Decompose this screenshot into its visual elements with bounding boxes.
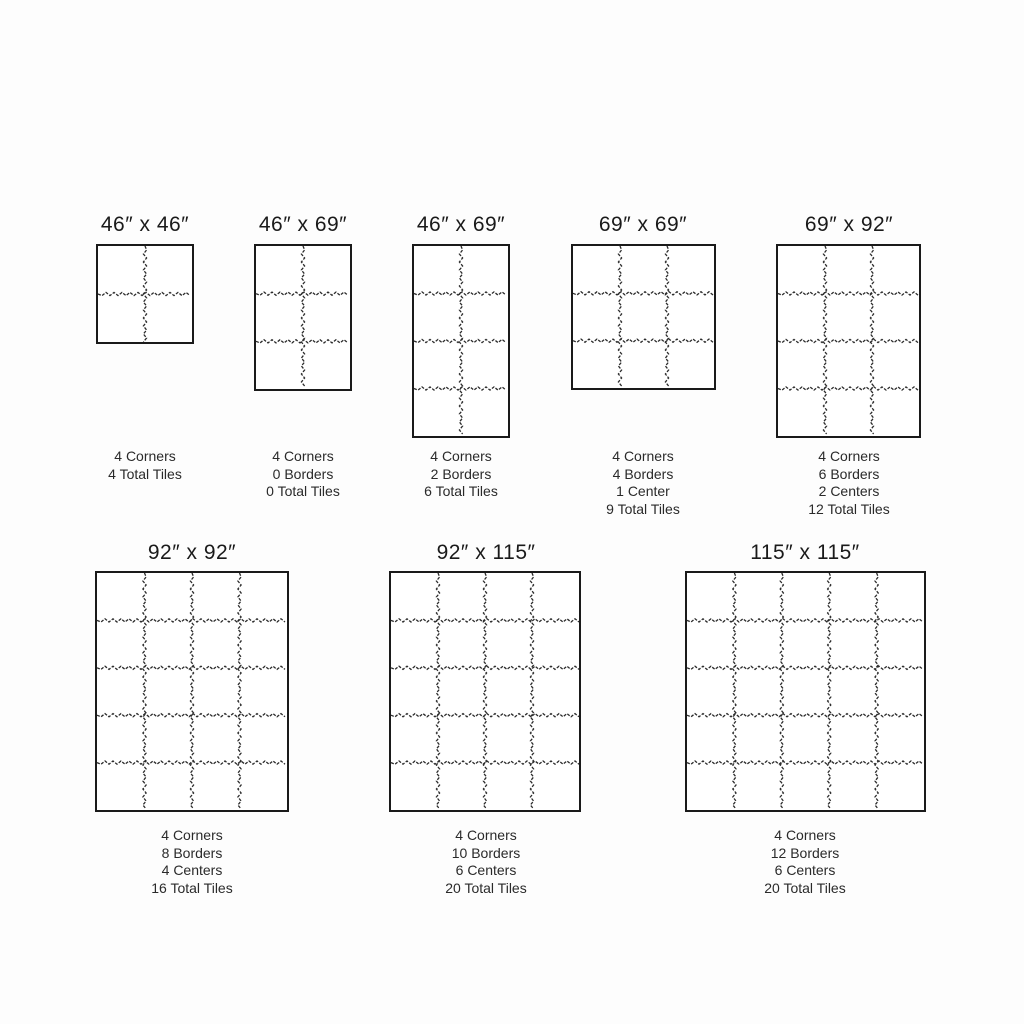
caption-line: 4 Corners [774, 827, 836, 843]
vertical-seam [875, 573, 878, 809]
tile-count-caption [92, 827, 292, 897]
caption-line: 20 Total Tiles [445, 879, 527, 896]
tile-grid [254, 244, 352, 391]
layout-92x92 [92, 538, 292, 908]
layout-title: 69″ x 92″ [804, 213, 894, 236]
tile-count-caption [772, 448, 926, 518]
caption-line: 12 Borders [770, 844, 840, 861]
vertical-seam [143, 573, 146, 809]
tile-grid [95, 571, 289, 812]
tile-grid [412, 244, 510, 438]
caption-line: 4 Corners [161, 827, 223, 843]
layout-title: 46″ x 69″ [416, 213, 506, 236]
tile-seams [778, 246, 919, 436]
tile-grid [571, 244, 716, 390]
horizontal-seam [573, 292, 713, 295]
caption-line: 8 Borders [161, 844, 223, 861]
horizontal-seam [391, 619, 579, 622]
caption-line: 1 Center [616, 483, 670, 499]
layout-title: 69″ x 69″ [598, 213, 688, 236]
vertical-seam [190, 573, 193, 809]
caption-line: 4 Corners [455, 827, 517, 843]
horizontal-seam [573, 339, 713, 342]
caption-line: 6 Borders [818, 465, 880, 482]
caption-line: 16 Total Tiles [151, 879, 233, 896]
caption-line: 6 Centers [774, 862, 836, 878]
caption-line: 12 Total Tiles [808, 500, 890, 517]
horizontal-seam [687, 666, 923, 669]
caption-line: 6 Total Tiles [424, 483, 498, 499]
tile-seams [98, 246, 192, 342]
caption-line: 4 Corners [114, 448, 176, 464]
tile-seams [97, 573, 287, 810]
caption-line: 0 Borders [272, 465, 334, 482]
layout-115x115 [682, 538, 928, 908]
caption-line: 4 Borders [612, 465, 674, 482]
layout-46x69-a [248, 210, 358, 520]
tile-grid [776, 244, 921, 438]
horizontal-seam [778, 292, 918, 295]
vertical-seam [301, 246, 304, 386]
caption-line: 20 Total Tiles [764, 879, 846, 896]
caption-line: 4 Corners [272, 448, 334, 464]
caption-line: 9 Total Tiles [606, 500, 680, 517]
vertical-seam [828, 573, 831, 809]
tile-count-caption [406, 448, 516, 501]
horizontal-seam [778, 339, 918, 342]
horizontal-seam [687, 714, 923, 717]
horizontal-seam [687, 619, 923, 622]
tile-seams [256, 246, 350, 389]
horizontal-seam [687, 761, 923, 764]
layout-title: 92″ x 92″ [147, 541, 237, 564]
tile-seams [573, 246, 714, 388]
horizontal-seam [778, 387, 918, 390]
vertical-seam [733, 573, 736, 809]
tile-seams [391, 573, 579, 810]
layout-92x115 [386, 538, 586, 908]
tile-seams [687, 573, 924, 810]
tile-count-caption [248, 448, 358, 501]
layout-title: 92″ x 115″ [436, 541, 536, 564]
vertical-seam [436, 573, 439, 809]
tile-grid [389, 571, 581, 812]
vertical-seam [665, 246, 668, 386]
layout-title: 115″ x 115″ [750, 541, 860, 564]
layout-46x46 [90, 210, 200, 490]
vertical-seam [530, 573, 533, 809]
layout-69x92 [772, 210, 926, 530]
caption-line: 2 Centers [818, 483, 880, 499]
tile-seams [414, 246, 508, 436]
vertical-seam [238, 573, 241, 809]
caption-line: 10 Borders [451, 844, 521, 861]
tile-grid [96, 244, 194, 344]
vertical-seam [870, 246, 873, 434]
layout-69x69 [566, 210, 720, 530]
vertical-seam [618, 246, 621, 386]
tile-count-caption [682, 827, 928, 897]
caption-line: 6 Centers [455, 862, 517, 878]
caption-line: 4 Corners [612, 448, 674, 464]
layout-title: 46″ x 69″ [258, 213, 348, 236]
tile-grid [685, 571, 926, 812]
caption-line: 4 Corners [818, 448, 880, 464]
caption-line: 0 Total Tiles [266, 483, 340, 499]
layout-title: 46″ x 46″ [100, 213, 190, 236]
caption-line: 4 Corners [430, 448, 492, 464]
vertical-seam [780, 573, 783, 809]
caption-line: 4 Total Tiles [108, 465, 182, 482]
layout-46x69-b [406, 210, 516, 520]
caption-line: 4 Centers [161, 862, 223, 878]
tile-count-caption [90, 448, 200, 483]
caption-line: 2 Borders [430, 465, 492, 482]
vertical-seam [483, 573, 486, 809]
tile-count-caption [386, 827, 586, 897]
tile-count-caption [566, 448, 720, 518]
